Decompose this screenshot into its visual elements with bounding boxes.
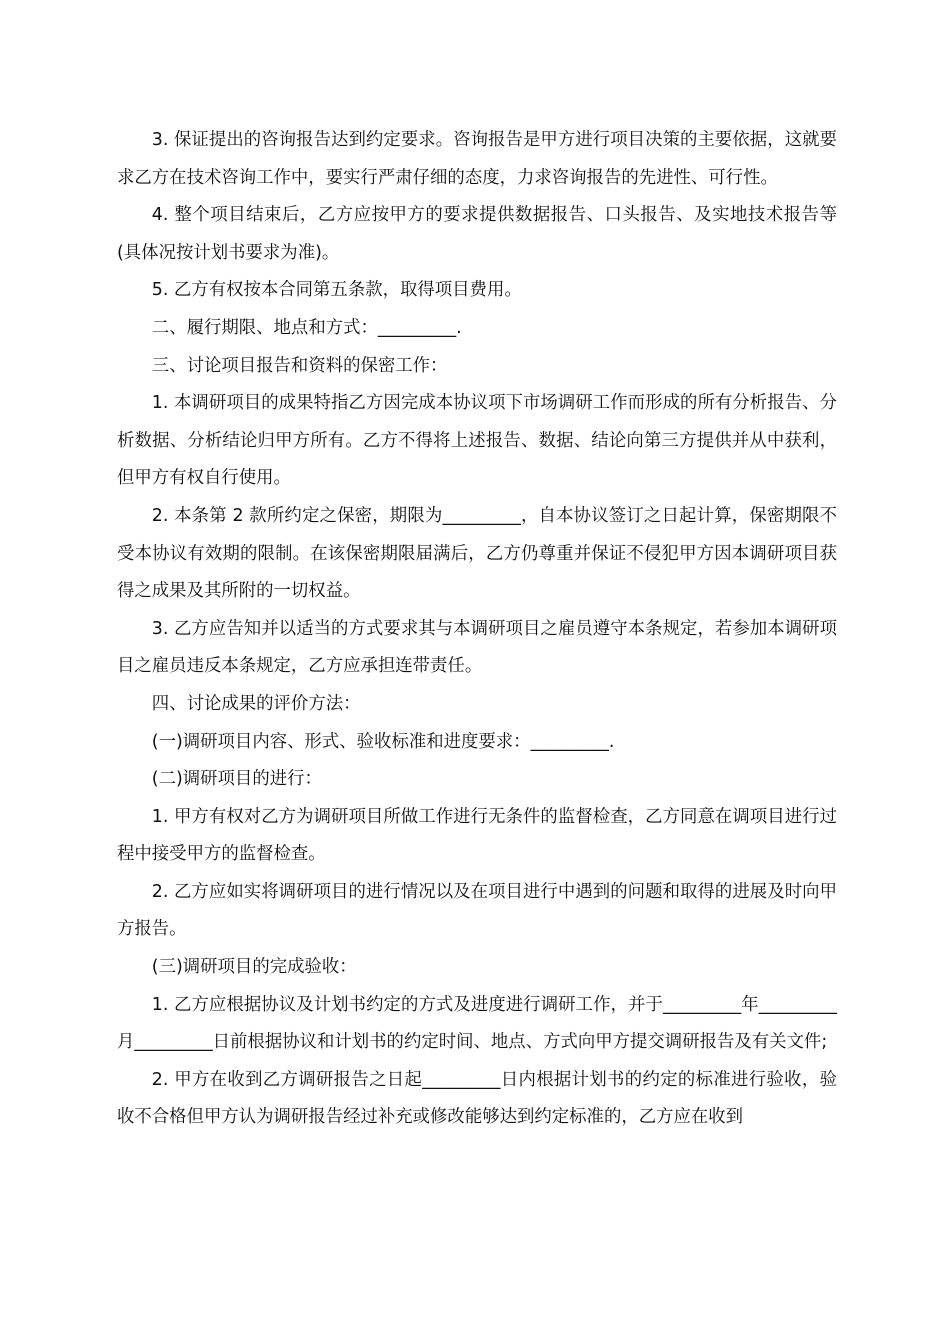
section-heading-4: 四、讨论成果的评价方法： bbox=[151, 693, 361, 714]
paragraph-4: 1. 本调研项目的成果特指乙方因完成本协议项下市场调研工作而形成的所有分析报告、分析数据、分析结论归甲方所有。乙方不得将上述报告、数据、结论向第三方提供并从中获利，但甲方有权自行使用。 bbox=[117, 393, 837, 489]
paragraph-5: 2. 本条第 2 款所约定之保密，期限为_________，自本协议签订之日起计算，保密期限不受本协议有效期的限制。在该保密期限届满后，乙方仍尊重并保证不侵犯甲方因本调研项目获得之成果及其所附的一切权益。 bbox=[117, 505, 837, 602]
paragraph-9: 1. 乙方应根据协议及计划书约定的方式及进度进行调研工作，并于_________年_________月_________日前根据协议和计划书的约定时间、地点、方式向甲方提交调研报告及有关文件; bbox=[117, 994, 837, 1053]
paragraph-10: 2. 甲方在收到乙方调研报告之日起_________日内根据计划书的约定的标准进行验收，验收不合格但甲方认为调研报告经过补充或修改能够达到约定标准的，乙方应在收到 bbox=[117, 1069, 837, 1128]
paragraph-2: 4. 整个项目结束后，乙方应按甲方的要求提供数据报告、口头报告、及实地技术报告等(具体况按计划书要求为准)。 bbox=[117, 205, 837, 263]
section-heading-3: 三、讨论项目报告和资料的保密工作： bbox=[151, 355, 448, 376]
paragraph-6: 3. 乙方应告知并以适当的方式要求其与本调研项目之雇员遵守本条规定，若参加本调研项目之雇员违反本条规定，乙方应承担连带责任。 bbox=[117, 618, 837, 677]
document-body bbox=[117, 122, 837, 1137]
subsection-heading-1: (一)调研项目内容、形式、验收标准和进度要求：_________. bbox=[151, 731, 615, 752]
subsection-heading-3: (三)调研项目的完成验收： bbox=[151, 957, 357, 978]
paragraph-3: 5. 乙方有权按本合同第五条款，取得项目费用。 bbox=[151, 280, 522, 301]
subsection-heading-2: (二)调研项目的进行： bbox=[151, 769, 322, 790]
paragraph-1: 3. 保证提出的咨询报告达到约定要求。咨询报告是甲方进行项目决策的主要依据，这就要求乙方在技术咨询工作中，要实行严肃仔细的态度，力求咨询报告的先进性、可行性。 bbox=[117, 130, 837, 188]
paragraph-7: 1. 甲方有权对乙方为调研项目所做工作进行无条件的监督检查，乙方同意在调项目进行过程中接受甲方的监督检查。 bbox=[117, 806, 837, 865]
paragraph-8: 2. 乙方应如实将调研项目的进行情况以及在项目进行中遇到的问题和取得的进展及时向甲方报告。 bbox=[117, 881, 837, 940]
section-heading-2: 二、履行期限、地点和方式：_________. bbox=[151, 317, 462, 338]
